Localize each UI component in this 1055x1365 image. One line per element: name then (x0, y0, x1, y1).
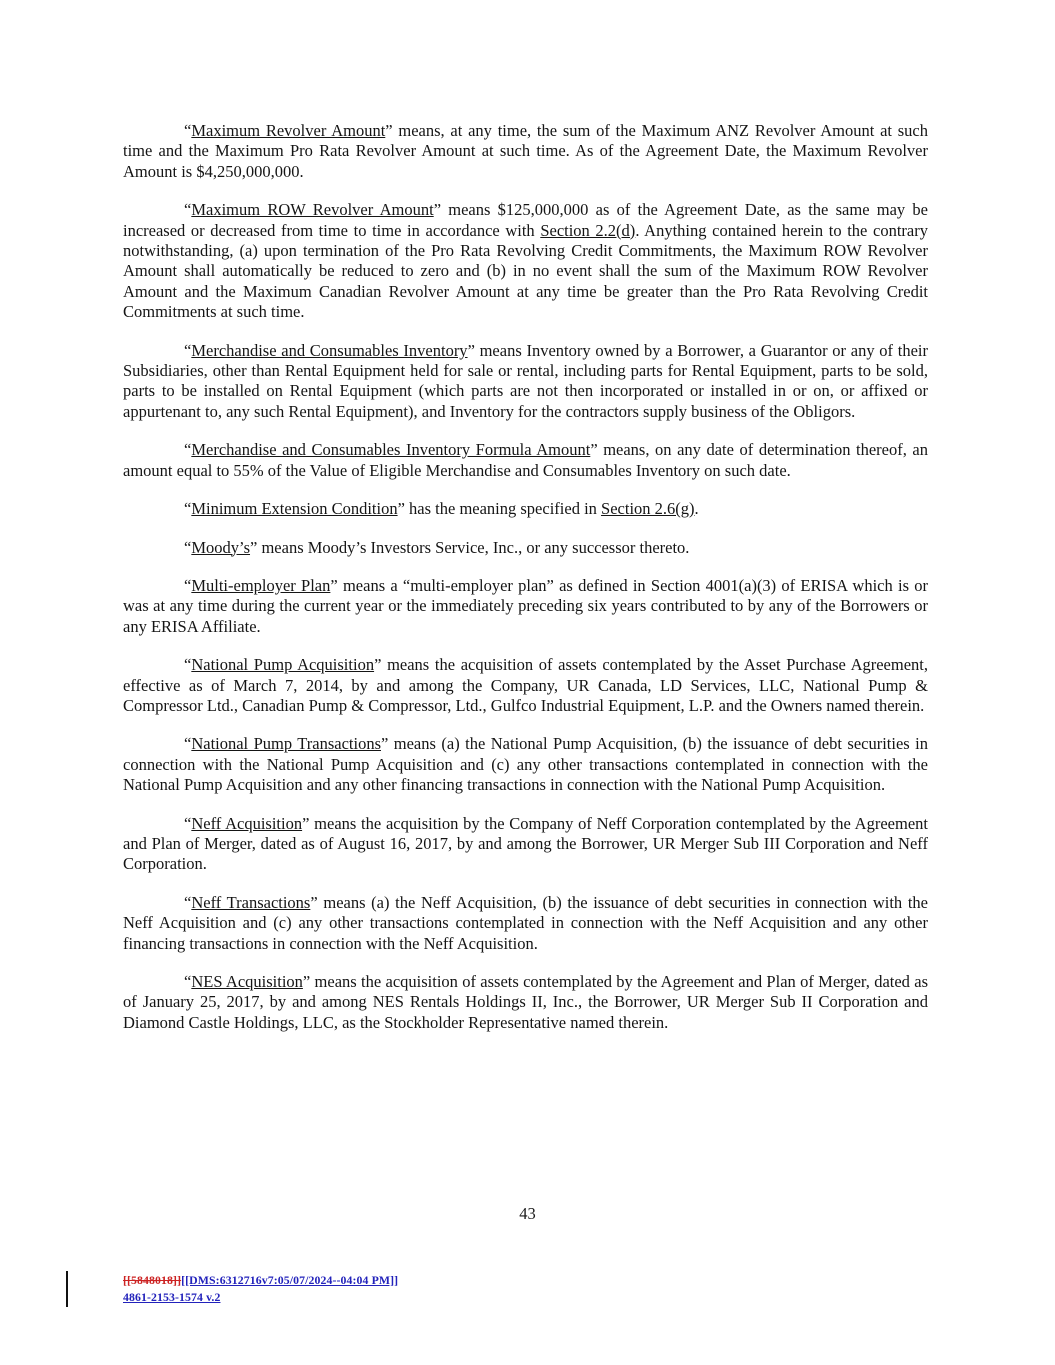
defined-term: Merchandise and Consumables Inventory (191, 340, 468, 360)
text-run: ” means Inventory owned by a Borrower, a Guarantor or any of their Subsidiaries, other than Rental Equipment held for sale or rental, including parts for Rental Equipment, parts to be sold, parts to be installed on Rental Equipment (which parts are not then incorporated or installed in or on, or affixed or appurtenant to, any such Rental Equipment), and Inventory for the contractors supply business of the Obligors. (123, 340, 928, 421)
defined-term: NES Acquisition (191, 972, 303, 991)
text-run: ” means a “multi-employer plan” as defined in Section 4001(a)(3) of ERISA which is or was at any time during the current year or the immediately preceding six years contributed to by any of the Borrowers or any ERISA Affiliate. (123, 575, 928, 636)
text-run: “ (184, 200, 192, 220)
paragraph-moodys (123, 538, 928, 558)
text-run: ” means, on any date of determination thereof, an amount equal to 55% of the Value of Eligible Merchandise and Consumables Inventory on such date. (123, 440, 928, 480)
text-run: ” means (a) the National Pump Acquisition, (b) the issuance of debt securities in connection with the National Pump Acquisition and (c) any other transactions contemplated in connection with the National Pump Acquisition and any other financing transactions in connection with the National Pump Acquisition. (123, 734, 928, 795)
text-run: ” means the acquisition by the Company of Neff Corporation contemplated by the Agreement and Plan of Merger, dated as of August 16, 2017, by and among the Borrower, UR Merger Sub III Corporation and Neff Corporation. (123, 813, 928, 874)
paragraph-nes-acquisition (123, 972, 928, 1033)
defined-term: Merchandise and Consumables Inventory Formula Amount (191, 440, 591, 460)
paragraph-minimum-extension-condition (123, 499, 928, 519)
defined-term: Maximum ROW Revolver Amount (191, 200, 434, 220)
section-reference: Section 2.2(d) (540, 220, 636, 240)
text-run: ” means (a) the Neff Acquisition, (b) the issuance of debt securities in connection with the Neff Acquisition and (c) any other transactions contemplated in connection with the Neff Acquisition and any other financing transactions in connection with the Neff Acquisition. (123, 892, 928, 953)
text-run: “ (184, 575, 192, 595)
text-run: “ (184, 655, 192, 675)
paragraph-national-pump-acquisition (123, 655, 928, 716)
text-run: “ (184, 537, 192, 557)
defined-term: Multi-employer Plan (191, 575, 331, 595)
text-run: ” means $125,000,000 as of the Agreement Date, as the same may be increased or decreased from time to time in accordance with (123, 200, 928, 240)
paragraph-national-pump-transactions (123, 734, 928, 795)
stamp-line-1 (123, 1272, 398, 1289)
text-run: “ (184, 892, 192, 912)
paragraph-maximum-row-revolver-amount (123, 200, 928, 322)
defined-term: Moody’s (191, 537, 251, 557)
text-run: “ (184, 340, 192, 360)
document-stamp-footer (123, 1272, 398, 1305)
stamp-line-2 (123, 1289, 398, 1306)
text-run: ” means Moody’s Investors Service, Inc., or any successor thereto. (250, 537, 690, 557)
paragraph-neff-transactions (123, 893, 928, 954)
text-run: ” means the acquisition of assets contemplated by the Asset Purchase Agreement, effective as of March 7, 2014, by and among the Company, UR Canada, LD Services, LLC, National Pump & Compressor Ltd., Canadian Pump & Compressor, Ltd., Gulfco Industrial Equipment, L.P. and the Owners named therein. (123, 655, 928, 715)
text-run: . Anything contained herein to the contrary notwithstanding, (a) upon termination of the Pro Rata Revolving Credit Commitments, the Maximum ROW Revolver Amount shall automatically be reduced to zero and (b) in no event shall the sum of the Maximum ROW Revolver Amount and the Maximum Canadian Revolver Amount at any time be greater than the Pro Rata Revolving Credit Commitments at such time. (123, 220, 928, 322)
text-run: . (694, 499, 699, 519)
text-run: “ (184, 499, 192, 519)
paragraph-neff-acquisition (123, 814, 928, 875)
text-run: ” means, at any time, the sum of the Maximum ANZ Revolver Amount at such time and the Maximum Pro Rata Revolver Amount at such time. As of the Agreement Date, the Maximum Revolver Amount is $4,250,000,000. (123, 121, 928, 181)
defined-term: Neff Transactions (191, 892, 311, 912)
text-run: “ (184, 440, 192, 460)
defined-term: National Pump Transactions (191, 734, 381, 754)
dms-document-stamp: [[DMS:6312716v7:05/07/2024--04:04 PM]] (181, 1273, 399, 1287)
deleted-document-stamp: [[5848018]] (123, 1273, 182, 1287)
paragraph-merchandise-and-consumables-inventory (123, 341, 928, 423)
paragraph-maximum-revolver-amount (123, 121, 928, 182)
text-run: “ (184, 734, 192, 754)
text-run: “ (184, 813, 192, 833)
paragraph-merchandise-and-consumables-inventory-formula-amount (123, 440, 928, 481)
revision-change-bar (66, 1271, 68, 1307)
defined-term: Minimum Extension Condition (191, 499, 398, 519)
document-body (123, 121, 928, 1051)
text-run: “ (184, 121, 192, 140)
text-run: ” means the acquisition of assets contemplated by the Agreement and Plan of Merger, dated as of January 25, 2017, by and among NES Rentals Holdings II, Inc., the Borrower, UR Merger Sub II Corporation and Diamond Castle Holdings, LLC, as the Stockholder Representative named therein. (123, 972, 928, 1032)
text-run: ” has the meaning specified in (397, 499, 602, 519)
section-reference: Section 2.6(g) (601, 499, 695, 519)
document-id-stamp: 4861-2153-1574 v.2 (123, 1289, 221, 1304)
text-run: “ (184, 972, 192, 991)
defined-term: Neff Acquisition (191, 813, 303, 833)
page-number: 43 (519, 1204, 536, 1223)
defined-term: National Pump Acquisition (191, 655, 375, 675)
paragraph-multi-employer-plan (123, 576, 928, 637)
defined-term: Maximum Revolver Amount (191, 121, 386, 140)
